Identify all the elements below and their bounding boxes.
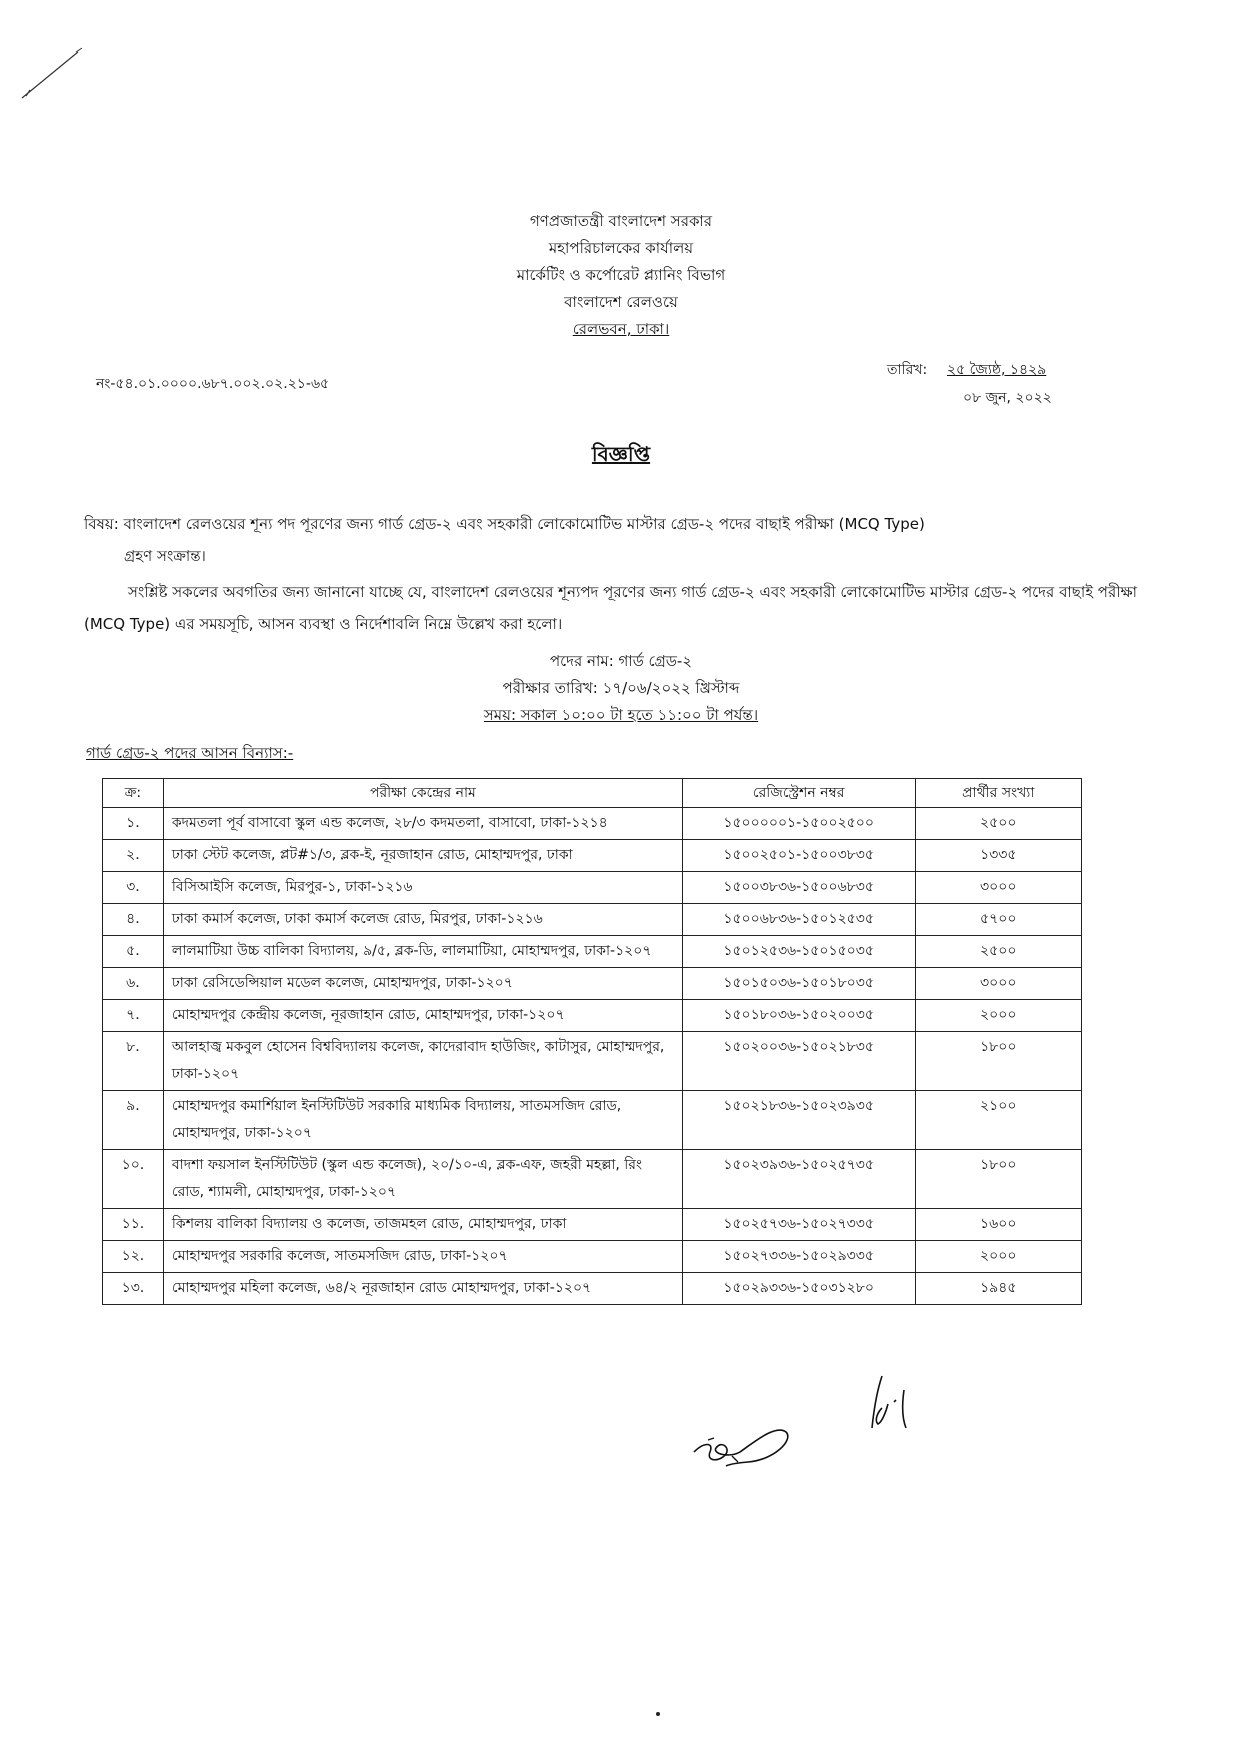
subject-label: বিষয়: [84, 515, 119, 533]
row-serial: ২. [103, 840, 164, 872]
row-candidates: ১৩৩৫ [915, 840, 1081, 872]
signature-officer [690, 1418, 800, 1478]
row-registration: ১৫০১৫০৩৬-১৫০১৮০৩৫ [682, 968, 915, 1000]
row-serial: ৬. [103, 968, 164, 1000]
row-center-name: মোহাম্মদপুর মহিলা কলেজ, ৬৪/২ নূরজাহান রোড মোহাম্মদপুর, ঢাকা-১২০৭ [163, 1273, 682, 1305]
table-row [103, 872, 1082, 904]
row-candidates: ৩০০০ [915, 872, 1081, 904]
table-row [103, 936, 1082, 968]
date-bangla: ২৫ জ্যৈষ্ঠ, ১৪২৯ [947, 362, 1047, 378]
row-center-name: মোহাম্মদপুর সরকারি কলেজ, সাতমসজিদ রোড, ঢাকা-১২০৭ [163, 1241, 682, 1273]
row-center-name: বাদশা ফয়সাল ইনস্টিটিউট (স্কুল এন্ড কলেজ), ২০/১০-এ, ব্লক-এফ, জহরী মহল্লা, রিং রোড, শ্যামলী, মোহাম্মদপুর, ঢাকা-১২০৭ [163, 1150, 682, 1209]
exam-date: পরীক্ষার তারিখ: ১৭/০৬/২০২২ খ্রিস্টাব্দ [502, 679, 740, 697]
table-row [103, 1273, 1082, 1305]
row-registration: ১৫০০০০০১-১৫০০২৫০০ [682, 808, 915, 840]
table-row [103, 904, 1082, 936]
row-registration: ১৫০২৩৯৩৬-১৫০২৫৭৩৫ [682, 1150, 915, 1209]
table-row [103, 1091, 1082, 1150]
row-registration: ১৫০২৯৩৩৬-১৫০৩১২৮০ [682, 1273, 915, 1305]
row-serial: ৯. [103, 1091, 164, 1150]
row-candidates: ২০০০ [915, 1000, 1081, 1032]
table-row [103, 840, 1082, 872]
row-registration: ১৫০১৮০৩৬-১৫০২০০৩৫ [682, 1000, 915, 1032]
row-registration: ১৫০১২৫৩৬-১৫০১৫০৩৫ [682, 936, 915, 968]
row-registration: ১৫০০৬৮৩৬-১৫০১২৫৩৫ [682, 904, 915, 936]
row-candidates: ২৫০০ [915, 808, 1081, 840]
row-candidates: ২১০০ [915, 1091, 1081, 1150]
table-row [103, 1032, 1082, 1091]
post-name: পদের নাম: গার্ড গ্রেড-২ [549, 652, 693, 670]
row-registration: ১৫০২৭৩৩৬-১৫০২৯৩৩৫ [682, 1241, 915, 1273]
subject-line-2: গ্রহণ সংক্রান্ত। [124, 547, 206, 565]
row-candidates: ৫৭০০ [915, 904, 1081, 936]
row-center-name: ঢাকা রেসিডেন্সিয়াল মডেল কলেজ, মোহাম্মদপুর, ঢাকা-১২০৭ [163, 968, 682, 1000]
row-candidates: ১৯৪৫ [915, 1273, 1081, 1305]
row-center-name: বিসিআইসি কলেজ, মিরপুর-১, ঢাকা-১২১৬ [163, 872, 682, 904]
header-department: মার্কেটিং ও কর্পোরেট প্ল্যানিং বিভাগ [516, 266, 726, 284]
row-center-name: কদমতলা পূর্ব বাসাবো স্কুল এন্ড কলেজ, ২৮/৩ কদমতলা, বাসাবো, ঢাকা-১২১৪ [163, 808, 682, 840]
header-address: রেলভবন, ঢাকা। [572, 320, 670, 338]
col-header-center-name: পরীক্ষা কেন্দ্রের নাম [163, 779, 682, 808]
table-row [103, 808, 1082, 840]
office-header [0, 208, 1242, 343]
row-registration: ১৫০০২৫০১-১৫০০৩৮৩৫ [682, 840, 915, 872]
row-center-name: ঢাকা কমার্স কলেজ, ঢাকা কমার্স কলেজ রোড, মিরপুর, ঢাকা-১২১৬ [163, 904, 682, 936]
date-english: ০৮ জুন, ২০২২ [963, 390, 1052, 406]
header-dg-office: মহাপরিচালকের কার্যালয় [548, 239, 694, 257]
row-registration: ১৫০২৫৭৩৬-১৫০২৭৩৩৫ [682, 1209, 915, 1241]
row-serial: ১০. [103, 1150, 164, 1209]
row-serial: ৫. [103, 936, 164, 968]
row-serial: ১১. [103, 1209, 164, 1241]
row-candidates: ১৬০০ [915, 1209, 1081, 1241]
signature-initial [864, 1368, 924, 1438]
seat-plan-table [102, 778, 1082, 1305]
table-header-row [103, 779, 1082, 808]
memo-number: নং-৫৪.০১.০০০০.৬৮৭.০০২.০২.২১-৬৫ [96, 376, 330, 392]
row-serial: ৩. [103, 872, 164, 904]
row-candidates: ৩০০০ [915, 968, 1081, 1000]
subject-block [84, 508, 1144, 572]
col-header-candidates: প্রার্থীর সংখ্যা [915, 779, 1081, 808]
row-candidates: ২০০০ [915, 1241, 1081, 1273]
row-registration: ১৫০২১৮৩৬-১৫০২৩৯৩৫ [682, 1091, 915, 1150]
table-row [103, 1209, 1082, 1241]
header-govt: গণপ্রজাতন্ত্রী বাংলাদেশ সরকার [529, 212, 713, 230]
row-registration: ১৫০০৩৮৩৬-১৫০০৬৮৩৫ [682, 872, 915, 904]
row-center-name: আলহাজ্ব মকবুল হোসেন বিশ্ববিদ্যালয় কলেজ, কাদেরাবাদ হাউজিং, কাটাসুর, মোহাম্মদপুর, ঢাকা-১২০৭ [163, 1032, 682, 1091]
page-dot [656, 1712, 660, 1716]
table-row [103, 968, 1082, 1000]
notice-title: বিজ্ঞপ্তি [591, 442, 651, 466]
row-serial: ১. [103, 808, 164, 840]
row-registration: ১৫০২০০৩৬-১৫০২১৮৩৫ [682, 1032, 915, 1091]
row-serial: ৪. [103, 904, 164, 936]
row-center-name: মোহাম্মদপুর কমার্শিয়াল ইনস্টিটিউট সরকারি মাধ্যমিক বিদ্যালয়, সাতমসজিদ রোড, মোহাম্মদপুর, ঢাকা-১২০৭ [163, 1091, 682, 1150]
table-row [103, 1000, 1082, 1032]
body-paragraph: সংশ্লিষ্ট সকলের অবগতির জন্য জানানো যাচ্ছে যে, বাংলাদেশ রেলওয়ের শূন্যপদ পূরণের জন্য গার্ড গ্রেড-২ এবং সহকারী লোকোমোটিভ মাস্টার গ্রেড-২ পদের বাছাই পরীক্ষা (MCQ Type) এর সময়সূচি, আসন ব্যবস্থা ও নির্দেশাবলি নিম্নে উল্লেখ করা হলো। [84, 583, 1138, 633]
exam-time: সময়: সকাল ১০:০০ টা হতে ১১:০০ টা পর্যন্ত। [483, 706, 759, 724]
table-body [103, 808, 1082, 1305]
date-label: তারিখ: [887, 362, 928, 378]
row-serial: ১৩. [103, 1273, 164, 1305]
seat-plan-heading: গার্ড গ্রেড-২ পদের আসন বিন্যাস:- [86, 744, 294, 762]
row-serial: ১২. [103, 1241, 164, 1273]
row-center-name: ঢাকা স্টেট কলেজ, প্লট#১/৩, ব্লক-ই, নূরজাহান রোড, মোহাম্মদপুর, ঢাকা [163, 840, 682, 872]
post-info [0, 648, 1242, 729]
row-candidates: ১৮০০ [915, 1032, 1081, 1091]
date-block [887, 356, 1052, 412]
table-row [103, 1150, 1082, 1209]
pen-mark-scribble [20, 46, 90, 106]
subject-line-1: বাংলাদেশ রেলওয়ের শূন্য পদ পূরণের জন্য গার্ড গ্রেড-২ এবং সহকারী লোকোমোটিভ মাস্টার গ্রেড-২ পদের বাছাই পরীক্ষা (MCQ Type) [123, 515, 925, 533]
table-row [103, 1241, 1082, 1273]
row-center-name: কিশলয় বালিকা বিদ্যালয় ও কলেজ, তাজমহল রোড, মোহাম্মদপুর, ঢাকা [163, 1209, 682, 1241]
row-candidates: ১৮০০ [915, 1150, 1081, 1209]
row-center-name: মোহাম্মদপুর কেন্দ্রীয় কলেজ, নূরজাহান রোড, মোহাম্মদপুর, ঢাকা-১২০৭ [163, 1000, 682, 1032]
row-center-name: লালমাটিয়া উচ্চ বালিকা বিদ্যালয়, ৯/৫, ব্লক-ডি, লালমাটিয়া, মোহাম্মদপুর, ঢাকা-১২০৭ [163, 936, 682, 968]
row-serial: ৭. [103, 1000, 164, 1032]
header-organization: বাংলাদেশ রেলওয়ে [564, 293, 678, 311]
col-header-registration: রেজিস্ট্রেশন নম্বর [682, 779, 915, 808]
row-serial: ৮. [103, 1032, 164, 1091]
col-header-serial: ক্র: [103, 779, 164, 808]
row-candidates: ২৫০০ [915, 936, 1081, 968]
